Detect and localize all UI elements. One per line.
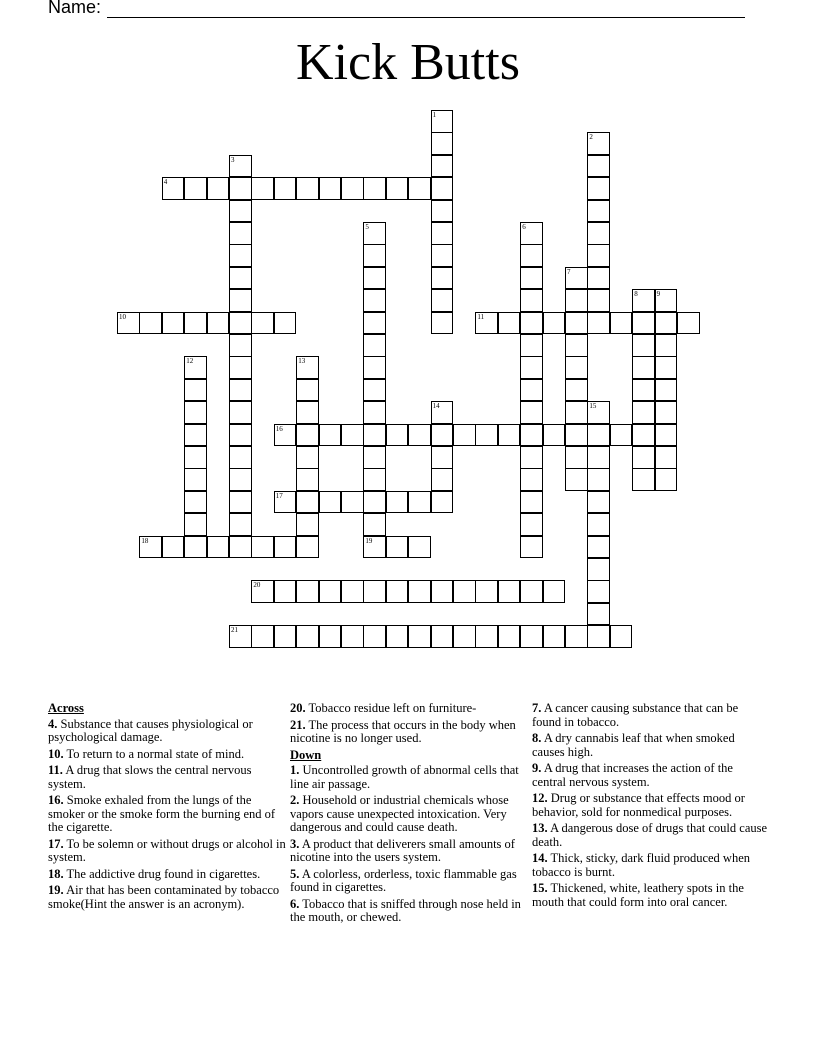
clue-across-16: 16. Smoke exhaled from the lungs of the smoker or the smoke form the burning end of the cigarette.: [48, 793, 276, 834]
crossword-cell[interactable]: [229, 625, 252, 648]
clue-number-label: 4: [163, 178, 168, 187]
crossword-cell[interactable]: [296, 491, 319, 514]
crossword-cell[interactable]: [565, 312, 588, 335]
crossword-cell[interactable]: [498, 580, 521, 603]
crossword-cell[interactable]: [520, 625, 543, 648]
crossword-cell[interactable]: [431, 110, 454, 133]
crossword-cell[interactable]: [431, 177, 454, 200]
crossword-cell[interactable]: [520, 424, 543, 447]
crossword-cell[interactable]: [207, 536, 230, 559]
crossword-cell[interactable]: [475, 424, 498, 447]
clue-across-19: 19. Air that has been contaminated by tobacco smoke(Hint the answer is an acronym).: [48, 883, 280, 911]
crossword-cell[interactable]: [565, 289, 588, 312]
crossword-cell[interactable]: [587, 401, 610, 424]
crossword-cell[interactable]: [520, 267, 543, 290]
crossword-cell[interactable]: [363, 446, 386, 469]
crossword-cell[interactable]: [229, 177, 252, 200]
crossword-cell[interactable]: [498, 625, 521, 648]
clue-down-6: 6. Tobacco that is sniffed through nose held in the mouth, or chewed.: [290, 896, 521, 924]
crossword-cell[interactable]: [632, 446, 655, 469]
clue-number-label: 9: [656, 290, 661, 299]
clue-number-label: 3: [231, 155, 235, 164]
crossword-cell[interactable]: [319, 424, 342, 447]
clue-down-2: 2. Household or industrial chemicals whose vapors cause unexpected intoxication. Very dangerous and could cause death.: [290, 793, 509, 834]
clue-number-label: 2: [589, 133, 593, 142]
crossword-cell[interactable]: [184, 177, 207, 200]
clue-down-7: 7. A cancer causing substance that can be found in tobacco.: [532, 701, 739, 729]
crossword-cell[interactable]: [229, 446, 252, 469]
crossword-cell[interactable]: [386, 177, 409, 200]
crossword-cell[interactable]: [229, 424, 252, 447]
crossword-cell[interactable]: [184, 536, 207, 559]
crossword-cell[interactable]: [431, 200, 454, 223]
crossword-cell[interactable]: [386, 625, 409, 648]
crossword-cell[interactable]: [363, 244, 386, 267]
crossword-cell[interactable]: [363, 424, 386, 447]
crossword-cell[interactable]: [565, 424, 588, 447]
crossword-cell[interactable]: [655, 379, 678, 402]
crossword-cell[interactable]: [296, 356, 319, 379]
crossword-cell[interactable]: [520, 312, 543, 335]
crossword-cell[interactable]: [431, 244, 454, 267]
crossword-cell[interactable]: [363, 401, 386, 424]
page-title: Kick Butts: [296, 34, 520, 91]
crossword-cell[interactable]: [408, 491, 431, 514]
crossword-cell[interactable]: [431, 625, 454, 648]
crossword-cell[interactable]: [587, 446, 610, 469]
crossword-cell[interactable]: [587, 244, 610, 267]
clue-across-20: 20. Tobacco residue left on furniture-: [290, 701, 477, 715]
crossword-cell[interactable]: [431, 401, 454, 424]
crossword-cell[interactable]: [453, 580, 476, 603]
crossword-cell[interactable]: [587, 491, 610, 514]
crossword-cell[interactable]: [632, 356, 655, 379]
clue-down-8: 8. A dry cannabis leaf that when smoked causes high.: [532, 731, 735, 759]
clues-column-1: [48, 702, 286, 914]
crossword-cell[interactable]: [229, 200, 252, 223]
crossword-cell[interactable]: [587, 580, 610, 603]
crossword-cell[interactable]: [251, 625, 274, 648]
crossword-cell[interactable]: [207, 177, 230, 200]
crossword-cell[interactable]: [475, 580, 498, 603]
crossword-cell[interactable]: [341, 177, 364, 200]
crossword-cell[interactable]: [229, 267, 252, 290]
clue-number-label: 15: [589, 402, 597, 411]
crossword-cell[interactable]: [520, 356, 543, 379]
crossword-cell[interactable]: [587, 177, 610, 200]
crossword-cell[interactable]: [184, 491, 207, 514]
crossword-cell[interactable]: [319, 625, 342, 648]
crossword-cell[interactable]: [431, 312, 454, 335]
crossword-cell[interactable]: [453, 625, 476, 648]
crossword-cell[interactable]: [498, 312, 521, 335]
crossword-cell[interactable]: [296, 468, 319, 491]
crossword-cell[interactable]: [655, 312, 678, 335]
crossword-cell[interactable]: [520, 289, 543, 312]
crossword-cell[interactable]: [565, 379, 588, 402]
crossword-cell[interactable]: [587, 200, 610, 223]
crossword-cell[interactable]: [565, 267, 588, 290]
crossword-cell[interactable]: [341, 424, 364, 447]
crossword-cell[interactable]: [229, 312, 252, 335]
clue-across-21: 21. The process that occurs in the body when nicotine is no longer used.: [290, 717, 516, 745]
crossword-cell[interactable]: [587, 625, 610, 648]
crossword-cell[interactable]: [229, 513, 252, 536]
crossword-cell[interactable]: [363, 267, 386, 290]
crossword-cell[interactable]: [520, 491, 543, 514]
crossword-cell[interactable]: [677, 312, 700, 335]
crossword-cell[interactable]: [184, 424, 207, 447]
crossword-cell[interactable]: [162, 312, 185, 335]
crossword-cell[interactable]: [363, 312, 386, 335]
crossword-cell[interactable]: [363, 468, 386, 491]
clue-number-label: 13: [298, 357, 306, 366]
crossword-cell[interactable]: [431, 289, 454, 312]
crossword-cell[interactable]: [587, 603, 610, 626]
across-heading: Across: [48, 701, 84, 715]
crossword-cell[interactable]: [139, 312, 162, 335]
crossword-cell[interactable]: [229, 155, 252, 178]
crossword-cell[interactable]: [475, 625, 498, 648]
crossword-cell[interactable]: [184, 356, 207, 379]
crossword-cell[interactable]: [431, 155, 454, 178]
crossword-cell[interactable]: [184, 312, 207, 335]
crossword-cell[interactable]: [117, 312, 140, 335]
crossword-cell[interactable]: [587, 424, 610, 447]
clue-across-11: 11. A drug that slows the central nervous system.: [48, 763, 252, 791]
crossword-cell[interactable]: [543, 424, 566, 447]
clue-down-3: 3. A product that deliverers small amounts of nicotine into the users system.: [290, 836, 515, 864]
crossword-cell[interactable]: [184, 513, 207, 536]
crossword-cell[interactable]: [251, 536, 274, 559]
crossword-cell[interactable]: [587, 222, 610, 245]
clue-number-label: 8: [634, 290, 638, 299]
crossword-cell[interactable]: [431, 580, 454, 603]
crossword-cell[interactable]: [632, 289, 655, 312]
crossword-cell[interactable]: [610, 424, 633, 447]
crossword-cell[interactable]: [341, 625, 364, 648]
clue-number-label: 20: [253, 581, 261, 590]
crossword-cell[interactable]: [251, 312, 274, 335]
crossword-cell[interactable]: [363, 222, 386, 245]
crossword-cell[interactable]: [565, 401, 588, 424]
crossword-cell[interactable]: [587, 536, 610, 559]
crossword-cell[interactable]: [274, 580, 297, 603]
crossword-cell[interactable]: [453, 424, 476, 447]
crossword-cell[interactable]: [296, 177, 319, 200]
clue-across-18: 18. The addictive drug found in cigarettes.: [48, 866, 261, 881]
crossword-cell[interactable]: [229, 289, 252, 312]
clue-down-15: 15. Thickened, white, leathery spots in the mouth that could form into oral cancer.: [532, 881, 744, 909]
crossword-cell[interactable]: [274, 177, 297, 200]
crossword-cell[interactable]: [229, 334, 252, 357]
crossword-cell[interactable]: [162, 536, 185, 559]
down-heading: Down: [290, 747, 322, 762]
clue-number-label: 18: [141, 536, 149, 545]
crossword-cell[interactable]: [587, 132, 610, 155]
crossword-cell[interactable]: [184, 401, 207, 424]
crossword-cell[interactable]: [655, 446, 678, 469]
crossword-cell[interactable]: [655, 401, 678, 424]
crossword-cell[interactable]: [543, 625, 566, 648]
crossword-cell[interactable]: [632, 468, 655, 491]
crossword-cell[interactable]: [431, 446, 454, 469]
crossword-cell[interactable]: [520, 244, 543, 267]
crossword-cell[interactable]: [296, 625, 319, 648]
crossword-cell[interactable]: [632, 379, 655, 402]
crossword-cell[interactable]: [408, 424, 431, 447]
crossword-cell[interactable]: [431, 468, 454, 491]
crossword-cell[interactable]: [363, 536, 386, 559]
clue-down-9: 9. A drug that increases the action of the central nervous system.: [532, 761, 733, 789]
crossword-cell[interactable]: [520, 536, 543, 559]
clue-number-label: 7: [567, 267, 571, 276]
crossword-cell[interactable]: [520, 446, 543, 469]
crossword-cell[interactable]: [319, 491, 342, 514]
crossword-cell[interactable]: [655, 468, 678, 491]
clue-across-4: 4. Substance that causes physiological or psychological damage.: [48, 716, 253, 744]
crossword-cell[interactable]: [655, 424, 678, 447]
name-label: Name:: [48, 0, 102, 17]
crossword-cell[interactable]: [408, 625, 431, 648]
crossword-cell[interactable]: [386, 424, 409, 447]
crossword-cell[interactable]: [363, 379, 386, 402]
clue-across-10: 10. To return to a normal state of mind.: [48, 746, 245, 761]
crossword-cell[interactable]: [296, 446, 319, 469]
clue-number-label: 5: [365, 223, 369, 231]
crossword-cell[interactable]: [475, 312, 498, 335]
crossword-cell[interactable]: [587, 155, 610, 178]
crossword-cell[interactable]: [319, 177, 342, 200]
crossword-cell[interactable]: [229, 401, 252, 424]
crossword-cell[interactable]: [363, 513, 386, 536]
crossword-cell[interactable]: [431, 267, 454, 290]
crossword-cell[interactable]: [296, 536, 319, 559]
crossword-cell[interactable]: [184, 446, 207, 469]
crossword-cell[interactable]: [229, 356, 252, 379]
crossword-cell[interactable]: [632, 401, 655, 424]
crossword-cell[interactable]: [520, 334, 543, 357]
crossword-cell[interactable]: [363, 289, 386, 312]
clues-column-3: [532, 702, 768, 912]
crossword-cell[interactable]: [543, 580, 566, 603]
crossword-cell[interactable]: [587, 267, 610, 290]
crossword-cell[interactable]: [341, 580, 364, 603]
crossword-cell[interactable]: [498, 424, 521, 447]
crossword-cell[interactable]: [520, 580, 543, 603]
crossword-cell[interactable]: [610, 312, 633, 335]
clue-number-label: 6: [522, 223, 526, 231]
crossword-cell[interactable]: [520, 401, 543, 424]
clue-number-label: 16: [275, 424, 283, 433]
crossword-cell[interactable]: [251, 580, 274, 603]
crossword-cell[interactable]: [565, 625, 588, 648]
crossword-cell[interactable]: [408, 536, 431, 559]
crossword-cell[interactable]: [274, 625, 297, 648]
crossword-cell[interactable]: [632, 424, 655, 447]
crossword-cell[interactable]: [296, 379, 319, 402]
crossword-cell[interactable]: [408, 580, 431, 603]
crossword-cell[interactable]: [184, 468, 207, 491]
crossword-cell[interactable]: [363, 491, 386, 514]
crossword-cell[interactable]: [587, 312, 610, 335]
clue-number-label: 12: [186, 357, 194, 366]
clue-across-17: 17. To be solemn or without drugs or alcohol in system.: [48, 836, 286, 864]
crossword-cell[interactable]: [229, 468, 252, 491]
crossword-cell[interactable]: [363, 356, 386, 379]
crossword-cell[interactable]: [587, 558, 610, 581]
crossword-cell[interactable]: [251, 177, 274, 200]
clue-down-1: 1. Uncontrolled growth of abnormal cells that line air passage.: [290, 763, 519, 791]
crossword-cell[interactable]: [520, 222, 543, 245]
crossword-cell[interactable]: [162, 177, 185, 200]
crossword-cell[interactable]: [431, 132, 454, 155]
crossword-cell[interactable]: [229, 536, 252, 559]
crossword-cell[interactable]: [274, 312, 297, 335]
crossword-cell[interactable]: [655, 289, 678, 312]
crossword-cell[interactable]: [520, 379, 543, 402]
clue-down-14: 14. Thick, sticky, dark fluid produced when tobacco is burnt.: [532, 851, 751, 879]
crossword-cell[interactable]: [229, 491, 252, 514]
crossword-cell[interactable]: [520, 468, 543, 491]
crossword-cell[interactable]: [408, 177, 431, 200]
crossword-cell[interactable]: [565, 446, 588, 469]
crossword-cell[interactable]: [229, 244, 252, 267]
crossword-cell[interactable]: [229, 379, 252, 402]
crossword-cell[interactable]: [565, 334, 588, 357]
crossword-cell[interactable]: [363, 580, 386, 603]
crossword-cell[interactable]: [274, 491, 297, 514]
crossword-cell[interactable]: [431, 222, 454, 245]
clue-down-12: 12. Drug or substance that effects mood or behavior, sold for nonmedical purposes.: [532, 791, 745, 819]
crossword-cell[interactable]: [520, 513, 543, 536]
crossword-cell[interactable]: [431, 424, 454, 447]
crossword-cell[interactable]: [184, 379, 207, 402]
crossword-cell[interactable]: [655, 334, 678, 357]
clues-column-2: [290, 702, 528, 928]
crossword-cell[interactable]: [274, 536, 297, 559]
crossword-cell[interactable]: [296, 513, 319, 536]
crossword-cell[interactable]: [229, 222, 252, 245]
clue-number-label: 1: [432, 111, 437, 119]
crossword-cell[interactable]: [274, 424, 297, 447]
crossword-cell[interactable]: [139, 536, 162, 559]
clue-number-label: 10: [119, 312, 126, 321]
crossword-cell[interactable]: [587, 468, 610, 491]
clue-number-label: 19: [365, 536, 373, 545]
crossword-cell[interactable]: [587, 513, 610, 536]
crossword-cell[interactable]: [363, 334, 386, 357]
crossword-cell[interactable]: [431, 491, 454, 514]
clue-number-label: 17: [275, 491, 283, 500]
clue-number-label: 11: [477, 312, 485, 321]
crossword-cell[interactable]: [386, 491, 409, 514]
crossword-cell[interactable]: [386, 580, 409, 603]
crossword-cell[interactable]: [565, 468, 588, 491]
crossword-cell[interactable]: [363, 177, 386, 200]
crossword-cell[interactable]: [587, 289, 610, 312]
clue-down-5: 5. A colorless, orderless, toxic flammable gas found in cigarettes.: [290, 866, 517, 894]
crossword-cell[interactable]: [655, 356, 678, 379]
crossword-cell[interactable]: [319, 580, 342, 603]
crossword-cell[interactable]: [296, 424, 319, 447]
crossword-cell[interactable]: [632, 312, 655, 335]
clue-down-13: 13. A dangerous dose of drugs that could cause death.: [532, 821, 768, 849]
crossword-cell[interactable]: [296, 580, 319, 603]
crossword-cell[interactable]: [543, 312, 566, 335]
crossword-cell[interactable]: [341, 491, 364, 514]
crossword-cell[interactable]: [363, 625, 386, 648]
crossword-cell[interactable]: [296, 401, 319, 424]
crossword-cell[interactable]: [386, 536, 409, 559]
crossword-cell[interactable]: [565, 356, 588, 379]
crossword-cell[interactable]: [632, 334, 655, 357]
clue-number-label: 14: [432, 402, 440, 411]
crossword-cell[interactable]: [207, 312, 230, 335]
clue-number-label: 21: [231, 626, 238, 635]
crossword-cell[interactable]: [610, 625, 633, 648]
